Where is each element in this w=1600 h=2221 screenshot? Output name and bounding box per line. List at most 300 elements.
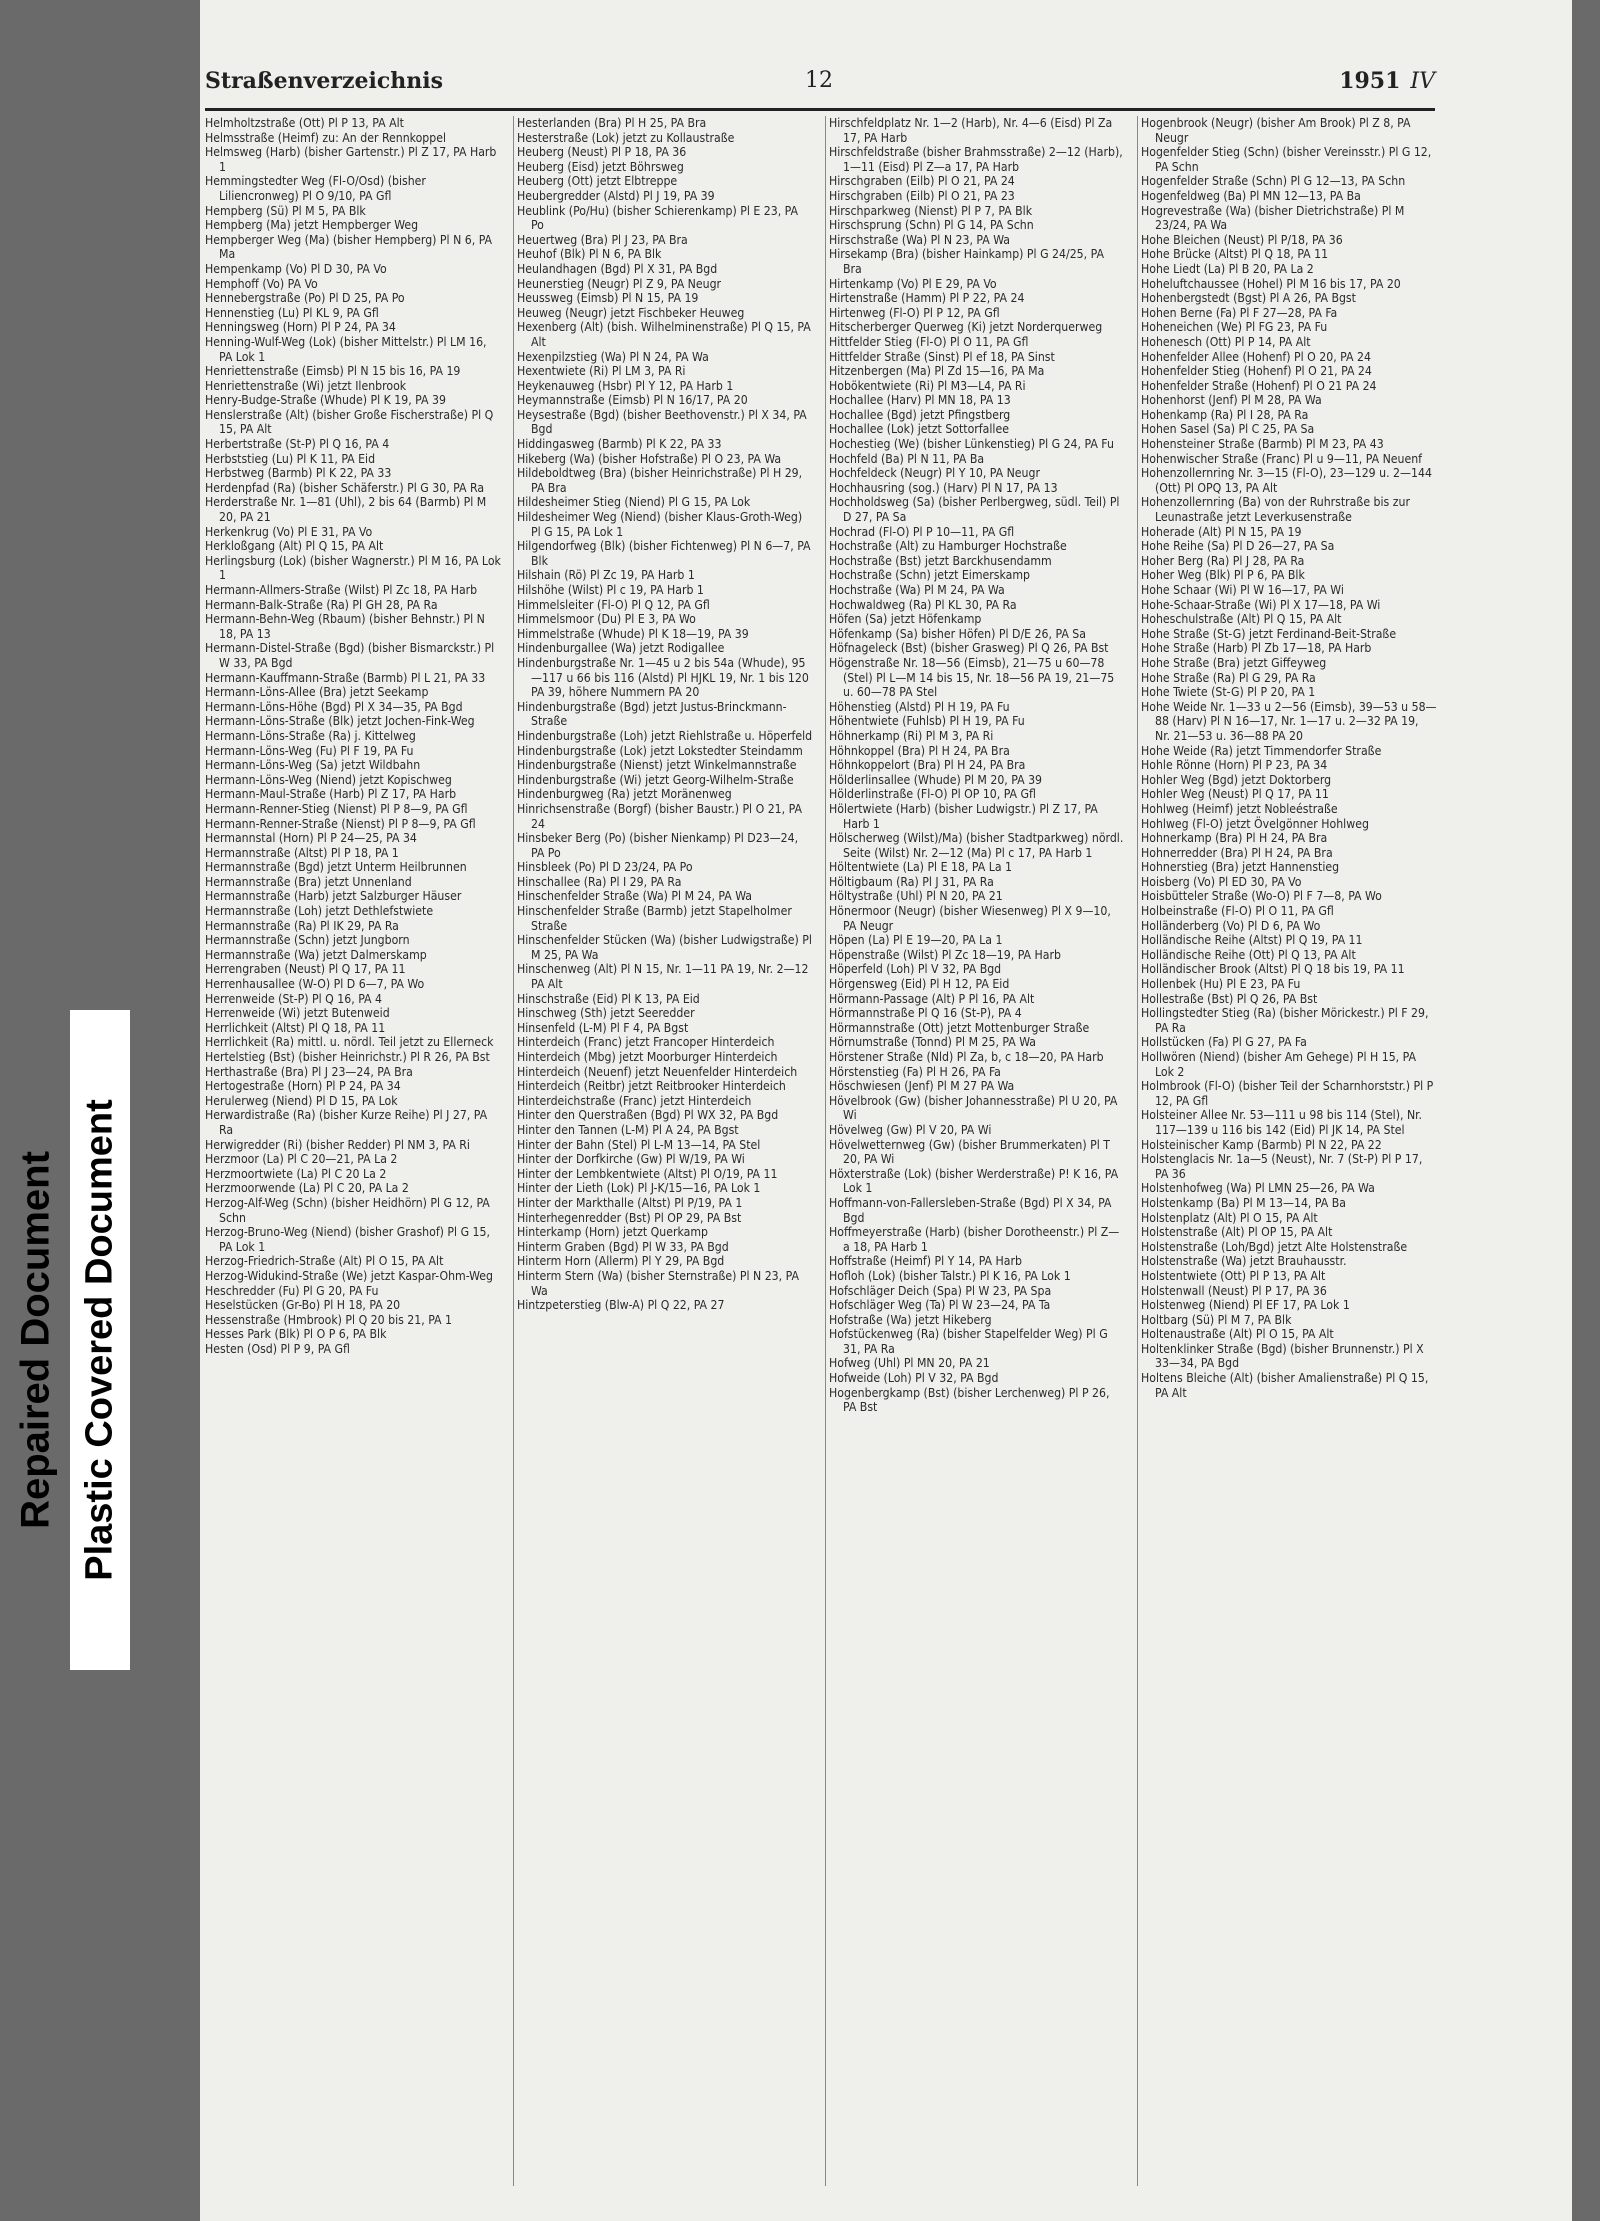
street-entry: Hinter der Lembkentwiete (Altst) Pl O/19, PA 11 <box>517 1166 778 1181</box>
street-entry: Hohe Straße (Ra) Pl G 29, PA Ra <box>1141 670 1316 685</box>
street-entry: Hölertwiete (Harb) (bisher Ludwigstr.) Pl Z 17, PA Harb 1 <box>829 801 1098 831</box>
street-entry: Heuweg (Neugr) jetzt Fischbeker Heuweg <box>517 305 745 320</box>
street-entry: Hohnerkamp (Bra) Pl H 24, PA Bra <box>1141 831 1328 846</box>
street-entry: Heubergredder (Alstd) Pl J 19, PA 39 <box>517 188 715 203</box>
street-entry: Hirschsprung (Schn) Pl G 14, PA Schn <box>829 218 1034 233</box>
street-entry: Holstenkamp (Ba) Pl M 13—14, PA Ba <box>1141 1195 1346 1210</box>
street-entry: Hertelstieg (Bst) (bisher Heinrichstr.) Pl R 26, PA Bst <box>205 1050 490 1064</box>
street-entry: Hindenburgstraße (Lok) jetzt Lokstedter Steindamm <box>517 743 803 758</box>
street-entry: Hölscherweg (Wilst)/Ma) (bisher Stadtparkweg) nördl. Seite (Wilst) Nr. 2—12 (Ma) Pl c 17, PA Harb 1 <box>829 831 1124 860</box>
street-entry: Heuhof (Blk) Pl N 6, PA Blk <box>517 247 662 262</box>
street-entry: Höhnkoppelort (Bra) Pl H 24, PA Bra <box>829 758 1026 773</box>
street-entry: Holstenstraße (Loh/Bgd) jetzt Alte Holstenstraße <box>1141 1239 1408 1254</box>
street-entry: Hermann-Balk-Straße (Ra) Pl GH 28, PA Ra <box>205 597 438 612</box>
street-entry: Himmelstraße (Whude) Pl K 18—19, PA 39 <box>517 626 749 641</box>
street-entry: Heymannstraße (Eimsb) Pl N 16/17, PA 20 <box>517 393 748 408</box>
street-entry: Hollestraße (Bst) Pl Q 26, PA Bst <box>1141 991 1318 1006</box>
street-entry: Hirschfeldstraße (bisher Brahmsstraße) 2—12 (Harb), 1—11 (Eisd) Pl Z—a 17, PA Harb <box>829 145 1123 174</box>
street-entry: Hochstraße (Bst) jetzt Barckhusendamm <box>829 553 1052 568</box>
street-entry: Hinschenfelder Straße (Wa) Pl M 24, PA Wa <box>517 889 753 904</box>
street-entry: Hexentwiete (Ri) Pl LM 3, PA Ri <box>517 364 686 379</box>
street-entry: Hollingstedter Stieg (Ra) (bisher Mörickestr.) Pl F 29, PA Ra <box>1141 1006 1429 1035</box>
street-entry: Hoffstraße (Heimf) Pl Y 14, PA Harb <box>829 1254 1022 1269</box>
street-entry: Herzog-Bruno-Weg (Niend) (bisher Grashof) Pl G 15, PA Lok 1 <box>205 1225 490 1254</box>
street-entry: Heselstücken (Gr-Bo) Pl H 18, PA 20 <box>205 1298 401 1313</box>
street-entry: Hoisberg (Vo) Pl ED 30, PA Vo <box>1141 874 1302 889</box>
street-entry: Hermann-Behn-Weg (Rbaum) (bisher Behnstr.) Pl N 18, PA 13 <box>205 612 485 641</box>
street-entry: Holländischer Brook (Altst) Pl Q 18 bis 19, PA 11 <box>1141 962 1405 977</box>
street-entry: Höfenkamp (Sa) bisher Höfen) Pl D/E 26, PA Sa <box>829 626 1086 641</box>
street-entry: Hohenesch (Ott) Pl P 14, PA Alt <box>1141 334 1311 349</box>
street-index <box>205 116 1435 2186</box>
street-entry: Hohe Straße (Harb) Pl Zb 17—18, PA Harb <box>1141 641 1372 656</box>
street-entry: Hölderlinsallee (Whude) Pl M 20, PA 39 <box>829 772 1043 787</box>
street-entry: Hermann-Löns-Straße (Blk) jetzt Jochen-Fink-Weg <box>205 714 475 729</box>
street-entry: Heschredder (Fu) Pl G 20, PA Fu <box>205 1283 379 1298</box>
street-entry: Hinschenweg (Alt) Pl N 15, Nr. 1—11 PA 19, Nr. 2—12 PA Alt <box>517 962 809 992</box>
street-entry: Hirtenweg (Fl-O) Pl P 12, PA Gfl <box>829 305 1000 320</box>
street-entry: Herkenkrug (Vo) Pl E 31, PA Vo <box>205 524 373 539</box>
street-entry: Holtenaustraße (Alt) Pl O 15, PA Alt <box>1141 1327 1334 1342</box>
street-entry: Hochallee (Harv) Pl MN 18, PA 13 <box>829 393 1011 408</box>
street-entry: Hinschstraße (Eid) Pl K 13, PA Eid <box>517 991 700 1006</box>
street-entry: Höhenstieg (Alstd) Pl H 19, PA Fu <box>829 699 1010 714</box>
street-entry: Herzmoortwiete (La) Pl C 20 La 2 <box>205 1166 387 1181</box>
street-entry: Hölderlinstraße (Fl-O) Pl OP 10, PA Gfl <box>829 787 1036 802</box>
street-entry: Heuberg (Eisd) jetzt Böhrsweg <box>517 159 684 174</box>
street-entry: Hörgensweg (Eid) Pl H 12, PA Eid <box>829 977 1010 992</box>
street-entry: Hinterhegenredder (Bst) Pl OP 29, PA Bst <box>517 1210 742 1225</box>
street-entry: Hollstücken (Fa) Pl G 27, PA Fa <box>1141 1035 1307 1050</box>
street-entry: Hochwaldweg (Ra) Pl KL 30, PA Ra <box>829 597 1017 612</box>
street-entry: Höhentwiete (Fuhlsb) Pl H 19, PA Fu <box>829 714 1025 729</box>
street-entry: Hermann-Maul-Straße (Harb) Pl Z 17, PA Harb <box>205 787 457 802</box>
street-entry: Hohe Liedt (La) Pl B 20, PA La 2 <box>1141 261 1314 276</box>
street-entry: Hoher Weg (Blk) Pl P 6, PA Blk <box>1141 568 1305 583</box>
street-entry: Hogenfelder Stieg (Schn) (bisher Vereinsstr.) Pl G 12, PA Schn <box>1141 145 1432 174</box>
street-entry: Hempberg (Ma) jetzt Hempberger Weg <box>205 218 419 233</box>
street-entry: Herthastraße (Bra) Pl J 23—24, PA Bra <box>205 1064 413 1079</box>
street-entry: Hilgendorfweg (Blk) (bisher Fichtenweg) Pl N 6—7, PA Blk <box>517 539 811 568</box>
street-entry: Hofloh (Lok) (bisher Talstr.) Pl K 16, PA Lok 1 <box>829 1268 1071 1283</box>
street-entry: Hochrad (Fl-O) Pl P 10—11, PA Gfl <box>829 524 1015 539</box>
street-entry: Hexenberg (Alt) (bish. Wilhelminenstraße) Pl Q 15, PA Alt <box>517 320 811 349</box>
street-entry: Höpenstraße (Wilst) Pl Zc 18—19, PA Harb <box>829 947 1061 962</box>
street-entry: Holstenstraße (Alt) Pl OP 15, PA Alt <box>1141 1225 1333 1240</box>
street-entry: Hoffmeyerstraße (Harb) (bisher Dorotheenstr.) Pl Z—a 18, PA Harb 1 <box>829 1225 1120 1254</box>
street-entry: Hinterm Stern (Wa) (bisher Sternstraße) Pl N 23, PA Wa <box>517 1268 799 1298</box>
street-entry: Herrlichkeit (Altst) Pl Q 18, PA 11 <box>205 1020 386 1035</box>
page-header <box>205 62 1435 102</box>
street-entry: Hohenfelder Stieg (Hohenf) Pl O 21, PA 24 <box>1141 364 1372 379</box>
street-entry: Hindenburgstraße Nr. 1—45 u 2 bis 54a (Whude), 95—117 u 66 bis 116 (Alstd) Pl HJKL 19, Nr. 1 bis 120 PA 39, höhere Nummern PA 20 <box>517 655 809 700</box>
street-entry: Hiddingasweg (Barmb) Pl K 22, PA 33 <box>517 437 722 452</box>
street-entry: Holländische Reihe (Altst) Pl Q 19, PA 11 <box>1141 933 1363 948</box>
street-entry: Höxterstraße (Lok) (bisher Werderstraße) P! K 16, PA Lok 1 <box>829 1166 1119 1196</box>
column-1 <box>205 116 501 2186</box>
street-entry: Heublink (Po/Hu) (bisher Schierenkamp) Pl E 23, PA Po <box>517 203 799 233</box>
street-entry: Hohnerredder (Bra) Pl H 24, PA Bra <box>1141 845 1333 860</box>
street-entry: Hermannstraße (Ra) Pl IK 29, PA Ra <box>205 918 399 933</box>
street-entry: Hohe Straße (St-G) jetzt Ferdinand-Beit-Straße <box>1141 626 1397 641</box>
street-entry: Hinter der Markthalle (Altst) Pl P/19, PA 1 <box>517 1195 743 1210</box>
street-entry: Hönermoor (Neugr) (bisher Wiesenweg) Pl X 9—10, PA Neugr <box>829 904 1111 933</box>
street-entry: Höpen (La) Pl E 19—20, PA La 1 <box>829 933 1003 948</box>
street-entry: Hinter den Querstraßen (Bgd) Pl WX 32, PA Bgd <box>517 1108 779 1123</box>
street-entry: Heuberg (Ott) jetzt Elbtreppe <box>517 174 678 189</box>
street-entry: Hövelbrook (Gw) (bisher Johannesstraße) Pl U 20, PA Wi <box>829 1093 1118 1123</box>
street-entry: Henriettenstraße (Wi) jetzt Ilenbrook <box>205 378 407 393</box>
street-entry: Hintzpeterstieg (Blw-A) Pl Q 22, PA 27 <box>517 1298 725 1313</box>
header-title: Straßenverzeichnis <box>205 68 443 94</box>
header-rule <box>205 108 1435 111</box>
street-entry: Hikeberg (Wa) (bisher Hofstraße) Pl O 23, PA Wa <box>517 451 782 466</box>
street-entry: Höschwiesen (Jenf) Pl M 27 PA Wa <box>829 1079 1015 1094</box>
street-entry: Hochallee (Bgd) jetzt Pfingstberg <box>829 407 1011 422</box>
street-entry: Hirschstraße (Wa) Pl N 23, PA Wa <box>829 232 1011 247</box>
street-entry: Hessenstraße (Hmbrook) Pl Q 20 bis 21, PA 1 <box>205 1312 453 1327</box>
street-entry: Hogenfeldweg (Ba) Pl MN 12—13, PA Ba <box>1141 188 1361 203</box>
street-entry: Hermannstraße (Schn) jetzt Jungborn <box>205 933 410 948</box>
street-entry: Hofstraße (Wa) jetzt Hikeberg <box>829 1312 992 1327</box>
page-number: 12 <box>805 68 833 93</box>
street-entry: Högenstraße Nr. 18—56 (Eimsb), 21—75 u 60—78 (Stel) Pl L—M 14 bis 15, Nr. 18—56 PA 19, 21—75 u. 60—78 PA Stel <box>829 655 1115 700</box>
street-entry: Heulandhagen (Bgd) Pl X 31, PA Bgd <box>517 261 718 276</box>
street-entry: Holbeinstraße (Fl-O) Pl O 11, PA Gfl <box>1141 904 1334 919</box>
street-entry: Henningsweg (Horn) Pl P 24, PA 34 <box>205 320 396 335</box>
street-entry: Holländische Reihe (Ott) Pl Q 13, PA Alt <box>1141 947 1356 962</box>
street-entry: Herzog-Alf-Weg (Schn) (bisher Heidhörn) Pl G 12, PA Schn <box>205 1195 490 1225</box>
street-entry: Heuberg (Neust) Pl P 18, PA 36 <box>517 145 687 160</box>
street-entry: Holländerberg (Vo) Pl D 6, PA Wo <box>1141 918 1321 933</box>
street-entry: Hohenhorst (Jenf) Pl M 28, PA Wa <box>1141 393 1322 408</box>
street-entry: Holtens Bleiche (Alt) (bisher Amalienstraße) Pl Q 15, PA Alt <box>1141 1371 1429 1400</box>
street-entry: Herzmoor (La) Pl C 20—21, PA La 2 <box>205 1152 398 1167</box>
street-entry: Hochstraße (Alt) zu Hamburger Hochstraße <box>829 539 1067 554</box>
street-entry: Hinter der Bahn (Stel) Pl L-M 13—14, PA Stel <box>517 1137 761 1152</box>
street-entry: Hempberg (Sü) Pl M 5, PA Blk <box>205 203 366 218</box>
street-entry: Hirschparkweg (Nienst) Pl P 7, PA Blk <box>829 203 1033 218</box>
street-entry: Hochallee (Lok) jetzt Sottorfallee <box>829 422 1009 437</box>
street-entry: Hermannstraße (Altst) Pl P 18, PA 1 <box>205 845 399 860</box>
street-entry: Hochestieg (We) (bisher Lünkenstieg) Pl G 24, PA Fu <box>829 437 1114 452</box>
street-entry: Hohler Weg (Neust) Pl Q 17, PA 11 <box>1141 787 1329 802</box>
street-entry: Herrengraben (Neust) Pl Q 17, PA 11 <box>205 962 406 977</box>
street-entry: Hoher Berg (Ra) Pl J 28, PA Ra <box>1141 553 1305 568</box>
street-entry: Hitzenbergen (Ma) Pl Zd 15—16, PA Ma <box>829 364 1045 379</box>
street-entry: Hohe Weide (Ra) jetzt Timmendorfer Straße <box>1141 743 1382 758</box>
street-entry: Hörstener Straße (Nld) Pl Za, b, c 18—20, PA Harb <box>829 1050 1104 1064</box>
street-entry: Hohe Bleichen (Neust) Pl P/18, PA 36 <box>1141 232 1343 247</box>
street-entry: Hogenfelder Straße (Schn) Pl G 12—13, PA Schn <box>1141 174 1406 189</box>
street-entry: Herwardistraße (Ra) (bisher Kurze Reihe) Pl J 27, PA Ra <box>205 1108 488 1137</box>
street-entry: Hofschläger Deich (Spa) Pl W 23, PA Spa <box>829 1283 1052 1298</box>
street-entry: Hirschfeldplatz Nr. 1—2 (Harb), Nr. 4—6 (Eisd) Pl Za 17, PA Harb <box>829 116 1113 145</box>
street-entry: Hermann-Distel-Straße (Bgd) (bisher Bismarckstr.) Pl W 33, PA Bgd <box>205 641 495 670</box>
street-entry: Hinrichsenstraße (Borgf) (bisher Baustr.) Pl O 21, PA 24 <box>517 801 802 831</box>
street-entry: Hinschenfelder Stücken (Wa) (bisher Ludwigstraße) Pl M 25, PA Wa <box>517 933 812 962</box>
street-entry: Höltystraße (Uhl) Pl N 20, PA 21 <box>829 889 1003 904</box>
street-entry: Hermann-Löns-Weg (Niend) jetzt Kopischweg <box>205 772 452 787</box>
street-entry: Hövelwetternweg (Gw) (bisher Brummerkaten) Pl T 20, PA Wi <box>829 1137 1110 1167</box>
street-entry: Hilshain (Rö) Pl Zc 19, PA Harb 1 <box>517 568 695 583</box>
street-entry: Holstentwiete (Ott) Pl P 13, PA Alt <box>1141 1268 1326 1283</box>
street-entry: Hildesheimer Stieg (Niend) Pl G 15, PA Lok <box>517 495 751 510</box>
street-entry: Hermannstraße (Harb) jetzt Salzburger Häuser <box>205 889 462 904</box>
street-entry: Hoherade (Alt) Pl N 15, PA 19 <box>1141 524 1302 539</box>
street-entry: Hofschläger Weg (Ta) Pl W 23—24, PA Ta <box>829 1298 1051 1313</box>
street-entry: Herulerweg (Niend) Pl D 15, PA Lok <box>205 1093 398 1108</box>
street-entry: Holstenplatz (Alt) Pl O 15, PA Alt <box>1141 1210 1318 1225</box>
street-entry: Hesterstraße (Lok) jetzt zu Kollaustraße <box>517 130 735 145</box>
street-entry: Hittfelder Stieg (Fl-O) Pl O 11, PA Gfl <box>829 334 1029 349</box>
street-entry: Herkloßgang (Alt) Pl Q 15, PA Alt <box>205 539 384 554</box>
street-entry: Henriettenstraße (Eimsb) Pl N 15 bis 16, PA 19 <box>205 364 461 379</box>
street-entry: Hinsbleek (Po) Pl D 23/24, PA Po <box>517 860 693 875</box>
street-entry: Hörmannstraße Pl Q 16 (St-P), PA 4 <box>829 1006 1022 1021</box>
street-entry: Hörmann-Passage (Alt) P Pl 16, PA Alt <box>829 991 1035 1006</box>
street-entry: Hinterdeich (Reitbr) jetzt Reitbrooker Hinterdeich <box>517 1079 786 1094</box>
street-entry: Hermann-Löns-Weg (Sa) jetzt Wildbahn <box>205 758 421 773</box>
street-entry: Hofweg (Uhl) Pl MN 20, PA 21 <box>829 1356 990 1371</box>
street-entry: Hirtenstraße (Hamm) Pl P 22, PA 24 <box>829 291 1025 306</box>
street-entry: Hohe Schaar (Wi) Pl W 16—17, PA Wi <box>1141 583 1344 597</box>
street-entry: Hoheschulstraße (Alt) Pl Q 15, PA Alt <box>1141 612 1342 627</box>
street-entry: Hinschenfelder Straße (Barmb) jetzt Stapelholmer Straße <box>517 904 792 933</box>
street-entry: Hinter der Dorfkirche (Gw) Pl W/19, PA Wi <box>517 1152 745 1167</box>
street-entry: Hinter den Tannen (L-M) Pl A 24, PA Bgst <box>517 1122 739 1137</box>
street-entry: Herrenweide (Wi) jetzt Butenweid <box>205 1006 390 1021</box>
street-entry: Höperfeld (Loh) Pl V 32, PA Bgd <box>829 962 1002 977</box>
street-entry: Hindenburgallee (Wa) jetzt Rodigallee <box>517 641 725 656</box>
street-entry: Holtenklinker Straße (Bgd) (bisher Brunnenstr.) Pl X 33—34, PA Bgd <box>1141 1341 1424 1371</box>
street-entry: Herbststieg (Lu) Pl K 11, PA Eid <box>205 451 376 466</box>
street-entry: Hesses Park (Blk) Pl O P 6, PA Blk <box>205 1327 387 1342</box>
street-entry: Hinterm Graben (Bgd) Pl W 33, PA Bgd <box>517 1239 729 1254</box>
street-entry: Hohenzollernring (Ba) von der Ruhrstraße bis zur Leunastraße jetzt Leverkusenstraße <box>1141 495 1410 525</box>
street-entry: Hogrevestraße (Wa) (bisher Dietrichstraße) Pl M 23/24, PA Wa <box>1141 203 1405 233</box>
repair-label-line1: Repaired Document <box>13 1151 58 1529</box>
street-entry: Hohe Twiete (St-G) Pl P 20, PA 1 <box>1141 685 1316 700</box>
street-entry: Höfnageleck (Bst) (bisher Grasweg) Pl Q 26, PA Bst <box>829 641 1109 656</box>
street-entry: Heunerstieg (Neugr) Pl Z 9, PA Neugr <box>517 276 722 291</box>
street-entry: Henning-Wulf-Weg (Lok) (bisher Mittelstr.) Pl LM 16, PA Lok 1 <box>205 334 487 364</box>
street-entry: Hinsenfeld (L-M) Pl F 4, PA Bgst <box>517 1020 689 1035</box>
street-entry: Hochfeldeck (Neugr) Pl Y 10, PA Neugr <box>829 466 1040 481</box>
street-entry: Hermannstraße (Bgd) jetzt Unterm Heilbrunnen <box>205 860 467 875</box>
street-entry: Höhnerkamp (Ri) Pl M 3, PA Ri <box>829 728 994 743</box>
street-entry: Hochstraße (Wa) Pl M 24, PA Wa <box>829 583 1005 597</box>
header-year-edition <box>1339 68 1435 94</box>
street-entry: Hitscherberger Querweg (Ki) jetzt Norderquerweg <box>829 320 1103 335</box>
street-entry: Hinschweg (Sth) jetzt Seeredder <box>517 1006 695 1021</box>
street-entry: Hinterkamp (Horn) jetzt Querkamp <box>517 1225 708 1240</box>
street-entry: Herdenpfad (Ra) (bisher Schäferstr.) Pl G 30, PA Ra <box>205 480 485 495</box>
street-entry: Hohnerstieg (Bra) jetzt Hannenstieg <box>1141 860 1340 875</box>
street-entry: Holmbrook (Fl-O) (bisher Teil der Scharnhorststr.) Pl P 12, PA Gfl <box>1141 1079 1434 1108</box>
street-entry: Hinter der Lieth (Lok) Pl J-K/15—16, PA Lok 1 <box>517 1181 761 1196</box>
street-entry: Henry-Budge-Straße (Whude) Pl K 19, PA 39 <box>205 393 446 408</box>
street-entry: Holstenhofweg (Wa) Pl LMN 25—26, PA Wa <box>1141 1181 1375 1196</box>
street-entry: Hermann-Renner-Straße (Nienst) Pl P 8—9, PA Gfl <box>205 816 476 831</box>
street-entry: Hermannstraße (Bra) jetzt Unnenland <box>205 874 412 889</box>
street-entry: Helmholtzstraße (Ott) Pl P 13, PA Alt <box>205 116 404 130</box>
street-entry: Hochfeld (Ba) Pl N 11, PA Ba <box>829 451 985 466</box>
street-entry: Hohenkamp (Ra) Pl I 28, PA Ra <box>1141 407 1309 422</box>
street-entry: Hohe Brücke (Altst) Pl Q 18, PA 11 <box>1141 247 1329 262</box>
repair-label-line2: Plastic Covered Document <box>78 1099 121 1581</box>
street-entry: Holsteinischer Kamp (Barmb) Pl N 22, PA 22 <box>1141 1137 1382 1152</box>
street-entry: Hörstenstieg (Fa) Pl H 26, PA Fa <box>829 1064 1001 1079</box>
street-entry: Hohenfelder Straße (Hohenf) Pl O 21 PA 24 <box>1141 378 1377 393</box>
street-entry: Hogenbrook (Neugr) (bisher Am Brook) Pl Z 8, PA Neugr <box>1141 116 1411 145</box>
street-entry: Hindenburgstraße (Nienst) jetzt Winkelmannstraße <box>517 758 797 773</box>
street-entry: Hohenfelder Allee (Hohenf) Pl O 20, PA 24 <box>1141 349 1371 364</box>
street-entry: Himmelsleiter (Fl-O) Pl Q 12, PA Gfl <box>517 597 710 612</box>
street-entry: Hinsbeker Berg (Po) (bisher Nienkamp) Pl D23—24, PA Po <box>517 831 799 860</box>
street-entry: Himmelsmoor (Du) Pl E 3, PA Wo <box>517 612 696 627</box>
street-entry: Herzmoorwende (La) Pl C 20, PA La 2 <box>205 1181 409 1196</box>
street-entry: Hermann-Löns-Weg (Fu) Pl F 19, PA Fu <box>205 743 414 758</box>
street-entry: Heykenauweg (Hsbr) Pl Y 12, PA Harb 1 <box>517 378 734 393</box>
street-entry: Hinterdeich (Franc) jetzt Francoper Hinterdeich <box>517 1035 775 1050</box>
street-entry: Hollwören (Niend) (bisher Am Gehege) Pl H 15, PA Lok 2 <box>1141 1050 1416 1079</box>
street-entry: Hermannstraße (Wa) jetzt Dalmerskamp <box>205 947 427 962</box>
street-entry: Hindenburgstraße (Wi) jetzt Georg-Wilhelm-Straße <box>517 772 794 787</box>
street-entry: Herbstweg (Barmb) Pl K 22, PA 33 <box>205 466 392 481</box>
repair-label <box>13 1010 130 1670</box>
street-entry: Hirschgraben (Eilb) Pl O 21, PA 24 <box>829 174 1015 189</box>
street-entry: Höltentwiete (La) Pl E 18, PA La 1 <box>829 860 1012 875</box>
street-entry: Höfen (Sa) jetzt Höfenkamp <box>829 612 982 627</box>
street-entry: Heysestraße (Bgd) (bisher Beethovenstr.) Pl X 34, PA Bgd <box>517 407 807 437</box>
street-entry: Hohe Weide Nr. 1—33 u 2—56 (Eimsb), 39—53 u 58—88 (Harv) Pl N 16—17, Nr. 1—17 u. 2—32 PA 19, Nr. 21—53 u. 36—88 PA 20 <box>1141 699 1437 743</box>
column-4 <box>1141 116 1437 2186</box>
street-entry: Hinterdeich (Mbg) jetzt Moorburger Hinterdeich <box>517 1050 778 1064</box>
column-2 <box>517 116 813 2186</box>
street-entry: Hochhausring (sog.) (Harv) Pl N 17, PA 13 <box>829 480 1058 495</box>
street-entry: Herrlichkeit (Ra) mittl. u. nördl. Teil jetzt zu Ellerneck <box>205 1035 494 1050</box>
street-entry: Hemmingstedter Weg (Fl-O/Osd) (bisher Liliencronweg) Pl O 9/10, PA Gfl <box>205 174 426 203</box>
street-entry: Hemphoff (Vo) PA Vo <box>205 276 318 291</box>
street-entry: Hinschallee (Ra) Pl I 29, PA Ra <box>517 874 682 889</box>
street-entry: Hohler Weg (Bgd) jetzt Doktorberg <box>1141 772 1332 787</box>
street-entry: Hohenwischer Straße (Franc) Pl u 9—11, PA Neuenf <box>1141 451 1423 466</box>
street-entry: Hohlweg (Heimf) jetzt Nobleéstraße <box>1141 801 1338 816</box>
street-entry: Hirsekamp (Bra) (bisher Hainkamp) Pl G 24/25, PA Bra <box>829 247 1104 276</box>
street-entry: Hobökentwiete (Ri) Pl M3—L4, PA Ri <box>829 378 1026 393</box>
street-entry: Holtbarg (Sü) Pl M 7, PA Blk <box>1141 1312 1292 1327</box>
street-entry: Hildeboldtweg (Bra) (bisher Heinrichstraße) Pl H 29, PA Bra <box>517 466 803 495</box>
street-entry: Holsteiner Allee Nr. 53—111 u 98 bis 114 (Stel), Nr. 117—139 u 116 bis 142 (Eid) Pl JK 14, PA Stel <box>1141 1108 1423 1137</box>
street-entry: Hempberger Weg (Ma) (bisher Hempberg) Pl N 6, PA Ma <box>205 232 493 262</box>
street-entry: Herbertstraße (St-P) Pl Q 16, PA 4 <box>205 437 390 452</box>
street-entry: Herzog-Friedrich-Straße (Alt) Pl O 15, PA Alt <box>205 1254 444 1269</box>
street-entry: Holstenweg (Niend) Pl EF 17, PA Lok 1 <box>1141 1298 1350 1313</box>
street-entry: Höltigbaum (Ra) Pl J 31, PA Ra <box>829 874 994 889</box>
street-entry: Hörmannstraße (Ott) jetzt Mottenburger Straße <box>829 1020 1090 1035</box>
street-entry: Heussweg (Eimsb) Pl N 15, PA 19 <box>517 291 699 306</box>
street-entry: Hexenpilzstieg (Wa) Pl N 24, PA Wa <box>517 349 709 364</box>
street-entry: Hoheneichen (We) Pl FG 23, PA Fu <box>1141 320 1328 335</box>
street-entry: Hirschgraben (Eilb) Pl O 21, PA 23 <box>829 188 1015 203</box>
street-entry: Hermann-Renner-Stieg (Nienst) Pl P 8—9, PA Gfl <box>205 801 468 816</box>
street-entry: Hohen Berne (Fa) Pl F 27—28, PA Fa <box>1141 305 1338 320</box>
street-entry: Hilshöhe (Wilst) Pl c 19, PA Harb 1 <box>517 583 704 597</box>
street-entry: Hövelweg (Gw) Pl V 20, PA Wi <box>829 1122 992 1137</box>
street-entry: Hollenbek (Hu) Pl E 23, PA Fu <box>1141 977 1301 992</box>
street-entry: Hohenzollernring Nr. 3—15 (Fl-O), 23—129 u. 2—144 (Ott) Pl OPQ 13, PA Alt <box>1141 466 1432 495</box>
street-entry: Hohenbergstedt (Bgst) Pl A 26, PA Bgst <box>1141 291 1356 306</box>
street-entry: Helmsweg (Harb) (bisher Gartenstr.) Pl Z 17, PA Harb 1 <box>205 145 497 174</box>
street-entry: Herderstraße Nr. 1—81 (Uhl), 2 bis 64 (Barmb) Pl M 20, PA 21 <box>205 495 487 525</box>
street-entry: Herrenhausallee (W-O) Pl D 6—7, PA Wo <box>205 977 425 992</box>
street-entry: Hoisbütteler Straße (Wo-O) Pl F 7—8, PA Wo <box>1141 889 1382 904</box>
street-entry: Hohle Rönne (Horn) Pl P 23, PA 34 <box>1141 758 1328 773</box>
street-entry: Hinterdeichstraße (Franc) jetzt Hinterdeich <box>517 1093 752 1108</box>
street-entry: Hochholdsweg (Sa) (bisher Perlbergweg, südl. Teil) Pl D 27, PA Sa <box>829 495 1120 525</box>
street-entry: Höhnkoppel (Bra) Pl H 24, PA Bra <box>829 743 1010 758</box>
street-entry: Henslerstraße (Alt) (bisher Große Fischerstraße) Pl Q 15, PA Alt <box>205 407 494 437</box>
street-entry: Hochstraße (Schn) jetzt Eimerskamp <box>829 568 1030 583</box>
street-entry: Holstenstraße (Wa) jetzt Brauhausstr. <box>1141 1254 1347 1269</box>
street-entry: Hildesheimer Weg (Niend) (bisher Klaus-Groth-Weg) Pl G 15, PA Lok 1 <box>517 510 803 539</box>
street-entry: Herlingsburg (Lok) (bisher Wagnerstr.) Pl M 16, PA Lok 1 <box>205 553 501 583</box>
street-entry: Hindenburgstraße (Loh) jetzt Riehlstraße u. Höperfeld <box>517 728 813 743</box>
street-entry: Hermann-Allmers-Straße (Wilst) Pl Zc 18, PA Harb <box>205 583 478 597</box>
street-entry: Heuertweg (Bra) Pl J 23, PA Bra <box>517 232 688 247</box>
street-entry: Hennenstieg (Lu) Pl KL 9, PA Gfl <box>205 305 379 320</box>
street-entry: Hermann-Löns-Höhe (Bgd) Pl X 34—35, PA Bgd <box>205 699 463 714</box>
street-entry: Hinterdeich (Neuenf) jetzt Neuenfelder Hinterdeich <box>517 1064 798 1079</box>
street-entry: Herwigredder (Ri) (bisher Redder) Pl NM 3, PA Ri <box>205 1137 470 1152</box>
street-entry: Hohlweg (Fl-O) jetzt Övelgönner Hohlweg <box>1141 816 1369 831</box>
street-entry: Hertogestraße (Horn) Pl P 24, PA 34 <box>205 1079 401 1094</box>
street-entry: Hermannstal (Horn) Pl P 24—25, PA 34 <box>205 831 417 846</box>
street-entry: Hermannstraße (Loh) jetzt Dethlefstwiete <box>205 904 434 919</box>
street-entry: Hinterm Horn (Allerm) Pl Y 29, PA Bgd <box>517 1254 725 1269</box>
street-entry: Hohe Reihe (Sa) Pl D 26—27, PA Sa <box>1141 539 1335 554</box>
street-entry: Hennebergstraße (Po) Pl D 25, PA Po <box>205 291 405 306</box>
street-entry: Holstenwall (Neust) Pl P 17, PA 36 <box>1141 1283 1327 1298</box>
street-entry: Herzog-Widukind-Straße (We) jetzt Kaspar-Ohm-Weg <box>205 1268 494 1283</box>
street-entry: Hörnumstraße (Tonnd) Pl M 25, PA Wa <box>829 1035 1037 1050</box>
street-entry: Hirtenkamp (Vo) Pl E 29, PA Vo <box>829 276 997 291</box>
street-entry: Hohe-Schaar-Straße (Wi) Pl X 17—18, PA Wi <box>1141 597 1381 612</box>
street-entry: Hohe Straße (Bra) jetzt Giffeyweg <box>1141 655 1327 670</box>
street-entry: Hermann-Löns-Allee (Bra) jetzt Seekamp <box>205 685 429 700</box>
street-entry: Hohen Sasel (Sa) Pl C 25, PA Sa <box>1141 422 1315 437</box>
street-entry: Hittfelder Straße (Sinst) Pl ef 18, PA Sinst <box>829 349 1055 364</box>
header-year: 1951 <box>1339 68 1401 94</box>
street-entry: Hofstückenweg (Ra) (bisher Stapelfelder Weg) Pl G 31, PA Ra <box>829 1327 1108 1356</box>
street-entry: Helmsstraße (Heimf) zu: An der Rennkoppel <box>205 130 446 145</box>
street-entry: Hermann-Löns-Straße (Ra) j. Kittelweg <box>205 728 416 743</box>
street-entry: Hindenburgweg (Ra) jetzt Moränenweg <box>517 787 732 802</box>
street-entry: Herrenweide (St-P) Pl Q 16, PA 4 <box>205 991 382 1006</box>
street-entry: Hohensteiner Straße (Barmb) Pl M 23, PA 43 <box>1141 437 1384 452</box>
street-entry: Hermann-Kauffmann-Straße (Barmb) Pl L 21, PA 33 <box>205 670 486 685</box>
street-entry: Hesterlanden (Bra) Pl H 25, PA Bra <box>517 116 707 130</box>
street-entry: Holstenglacis Nr. 1a—5 (Neust), Nr. 7 (St-P) Pl P 17, PA 36 <box>1141 1152 1423 1181</box>
header-edition: IV <box>1410 69 1435 94</box>
street-entry: Hesten (Osd) Pl P 9, PA Gfl <box>205 1341 350 1356</box>
street-entry: Hogenbergkamp (Bst) (bisher Lerchenweg) Pl P 26, PA Bst <box>829 1385 1110 1415</box>
column-3 <box>829 116 1125 2186</box>
street-entry: Hempenkamp (Vo) Pl D 30, PA Vo <box>205 261 387 276</box>
street-entry: Hoheluftchaussee (Hohel) Pl M 16 bis 17, PA 20 <box>1141 276 1401 291</box>
street-entry: Hoffmann-von-Fallersleben-Straße (Bgd) Pl X 34, PA Bgd <box>829 1195 1112 1225</box>
